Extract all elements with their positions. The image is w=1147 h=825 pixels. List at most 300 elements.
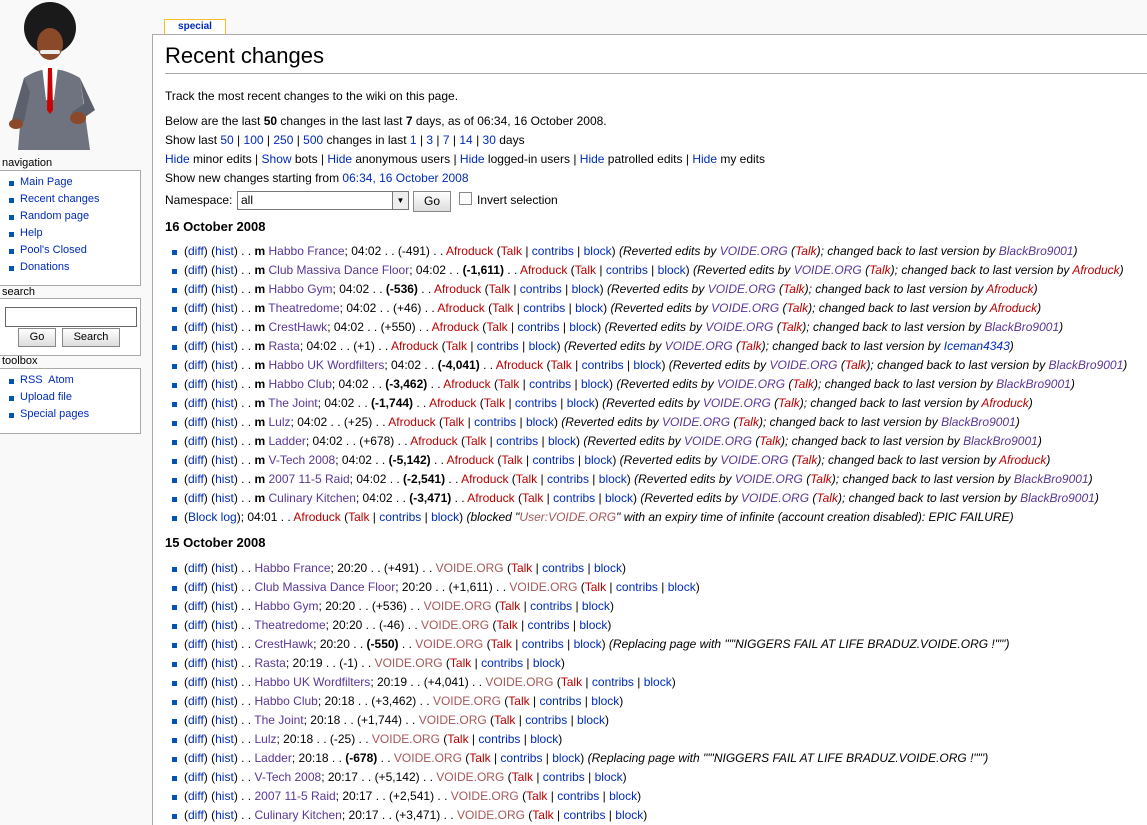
block-link[interactable]: block [643, 675, 672, 689]
page-link[interactable]: Club Massiva Dance Floor [268, 263, 410, 277]
talk-link[interactable]: Talk [510, 561, 533, 575]
talk-link[interactable]: Talk [584, 580, 607, 594]
user-link[interactable]: VOIDE.ORG [415, 637, 484, 651]
summary-text: ) [1015, 415, 1020, 429]
days-link[interactable]: 30 [482, 133, 496, 147]
block-link[interactable]: block [633, 358, 662, 372]
talk-link[interactable]: Talk [522, 491, 544, 505]
user-link[interactable]: VOIDE.ORG [509, 580, 578, 594]
hist-link[interactable]: hist [215, 415, 234, 429]
block-link[interactable]: block [530, 732, 559, 746]
page-link[interactable]: Habbo Club [268, 377, 332, 391]
hist-link[interactable]: hist [215, 618, 234, 632]
restored-user-link[interactable]: Afroduck [1072, 263, 1120, 277]
search-button[interactable]: Search [62, 328, 120, 347]
user-link[interactable]: VOIDE.ORG [421, 618, 490, 632]
user-link[interactable]: Afroduck [446, 453, 494, 467]
hist-link[interactable]: hist [215, 656, 234, 670]
block-link[interactable]: block [575, 301, 604, 315]
block-link[interactable]: block [615, 808, 644, 822]
talk-link[interactable]: Talk [348, 510, 370, 524]
block-link[interactable]: block [657, 263, 686, 277]
restored-user-link[interactable]: BlackBro9001 [941, 415, 1016, 429]
block-link[interactable]: block [593, 561, 622, 575]
hist-link[interactable]: hist [215, 732, 234, 746]
reverted-user-link[interactable]: VOIDE.ORG [707, 282, 776, 296]
contribs-link[interactable]: contribs [542, 770, 585, 784]
toggle-link[interactable]: Show [261, 152, 292, 166]
user-link[interactable]: VOIDE.ORG [393, 751, 462, 765]
hist-link[interactable]: hist [215, 580, 234, 594]
toggle-link[interactable]: Hide [459, 152, 485, 166]
page-link[interactable]: Ladder [254, 751, 292, 765]
toggle-link[interactable]: Hide [165, 152, 190, 166]
user-link[interactable]: VOIDE.ORG [374, 656, 443, 670]
restored-user-link[interactable]: BlackBro9001 [1020, 491, 1095, 505]
talk-link[interactable]: Talk [442, 415, 465, 429]
block-link[interactable]: block [604, 491, 633, 505]
block-link[interactable]: block [584, 453, 613, 467]
summary-text: (Reverted edits by [602, 396, 703, 410]
talk-link[interactable]: Talk [511, 770, 533, 784]
page-link[interactable]: Habbo Gym [254, 599, 319, 613]
contribs-link[interactable]: contribs [553, 491, 596, 505]
sidebar-link[interactable]: Random page [20, 210, 90, 222]
user-link[interactable]: Afroduck [390, 339, 439, 353]
user-link[interactable]: VOIDE.ORG [485, 675, 554, 689]
contribs-link[interactable]: contribs [605, 263, 648, 277]
talk-link[interactable]: Talk [740, 339, 762, 353]
hist-link[interactable]: hist [215, 453, 234, 467]
restored-user-link[interactable]: Afroduck [981, 396, 1029, 410]
atom-link[interactable]: Atom [48, 374, 74, 386]
block-link[interactable]: block [431, 510, 460, 524]
page-link[interactable]: Lulz [254, 732, 277, 746]
limit-link[interactable]: 100 [243, 133, 264, 147]
sidebar-link[interactable]: Recent changes [20, 193, 100, 205]
user-link[interactable]: Afroduck [433, 282, 482, 296]
talk-link[interactable]: Talk [737, 415, 759, 429]
contribs-link[interactable]: contribs [519, 282, 562, 296]
talk-link[interactable]: Talk [515, 472, 538, 486]
intro-text: Track the most recent changes to the wiki on this page. [165, 89, 459, 103]
contribs-link[interactable]: contribs [379, 510, 422, 524]
restored-user-link[interactable]: Afroduck [986, 282, 1034, 296]
hist-link[interactable]: hist [215, 751, 234, 765]
size-diff: (-4,041) [437, 358, 480, 372]
restored-user-link[interactable]: BlackBro9001 [1048, 358, 1124, 372]
page-link[interactable]: CrestHawk [268, 320, 328, 334]
block-link[interactable]: block [667, 580, 696, 594]
contribs-link[interactable]: contribs [521, 637, 564, 651]
page-link[interactable]: Habbo France [268, 244, 345, 258]
contribs-link[interactable]: contribs [581, 358, 624, 372]
talk-link[interactable]: Talk [795, 453, 818, 467]
reverted-user-link[interactable]: VOIDE.ORG [711, 301, 780, 315]
edit-summary: (Reverted edits by VOIDE.ORG (Talk); changed back to last version by BlackBro9001) [616, 377, 1075, 391]
limit-link[interactable]: 50 [220, 133, 234, 147]
block-link[interactable]: block [598, 472, 627, 486]
contribs-link[interactable]: contribs [529, 377, 572, 391]
reverted-user-link[interactable]: VOIDE.ORG [662, 415, 731, 429]
block-link[interactable]: block [594, 770, 623, 784]
hist-link[interactable]: hist [215, 320, 234, 334]
contribs-link[interactable]: contribs [591, 675, 634, 689]
restored-user-link[interactable]: BlackBro9001 [996, 377, 1071, 391]
contribs-link[interactable]: contribs [514, 396, 557, 410]
diff-link[interactable]: diff [188, 789, 204, 803]
diff-link[interactable]: diff [188, 491, 204, 505]
talk-link[interactable]: Talk [532, 808, 554, 822]
change-time: 04:02 [312, 434, 343, 448]
user-link[interactable]: Afroduck [445, 244, 494, 258]
tab-special[interactable]: special [164, 19, 226, 34]
talk-link[interactable]: Talk [486, 320, 508, 334]
sidebar-link[interactable]: Main Page [20, 176, 73, 188]
block-link[interactable]: block [547, 434, 576, 448]
hist-link[interactable]: hist [215, 434, 234, 448]
invert-selection-checkbox[interactable] [459, 192, 472, 205]
contribs-link[interactable]: contribs [530, 599, 573, 613]
hist-link[interactable]: hist [215, 301, 234, 315]
toggle-link[interactable]: Hide [327, 152, 353, 166]
user-link[interactable]: Afroduck [410, 434, 458, 448]
talk-link[interactable]: Talk [844, 358, 867, 372]
hist-link[interactable]: hist [215, 713, 234, 727]
block-link[interactable]: block [566, 396, 595, 410]
restored-user-link[interactable]: Afroduck [989, 301, 1038, 315]
user-link[interactable]: Afroduck [495, 358, 544, 372]
rss-link[interactable]: RSS [20, 374, 43, 386]
block-link[interactable]: block [581, 599, 610, 613]
talk-link[interactable]: Talk [483, 396, 506, 410]
change-row: (diff) (hist) . . m Ladder; 04:02 . . (+678) . . Afroduck (Talk | contribs | block) (Reverted edits by VOIDE.ORG (Talk); changed back to last version by BlackBro9001) [171, 432, 1127, 451]
contribs-link[interactable]: contribs [481, 656, 524, 670]
user-link[interactable]: Afroduck [429, 396, 477, 410]
hist-link[interactable]: hist [215, 472, 234, 486]
reverted-user-link[interactable]: VOIDE.ORG [705, 320, 774, 334]
diff-link[interactable]: diff [188, 339, 204, 353]
sidebar-link[interactable]: Pool's Closed [20, 244, 87, 256]
page-link[interactable]: V-Tech 2008 [268, 453, 336, 467]
talk-link[interactable]: Talk [810, 472, 832, 486]
reverted-user-link[interactable]: VOIDE.ORG [793, 263, 862, 277]
change-time: 04:02 [346, 301, 377, 315]
page-link[interactable]: 2007 11-5 Raid [254, 789, 336, 803]
diff-link[interactable]: diff [188, 637, 204, 651]
diff-link[interactable]: diff [188, 599, 204, 613]
diff-link[interactable]: diff [188, 263, 204, 277]
talk-link[interactable]: Talk [550, 358, 572, 372]
talk-link[interactable]: Talk [795, 244, 817, 258]
user-link[interactable]: Afroduck [431, 320, 479, 334]
namespace-label: Namespace: [165, 193, 233, 207]
hist-link[interactable]: hist [215, 396, 234, 410]
days-link[interactable]: 1 [409, 133, 417, 147]
user-link[interactable]: VOIDE.ORG [432, 694, 501, 708]
talk-link[interactable]: Talk [778, 396, 800, 410]
diff-link[interactable]: diff [188, 618, 204, 632]
user-link[interactable]: VOIDE.ORG [435, 561, 504, 575]
diff-link[interactable]: diff [188, 732, 204, 746]
user-link[interactable]: Afroduck [388, 415, 436, 429]
page-link[interactable]: CrestHawk [254, 637, 314, 651]
talk-link[interactable]: Talk [498, 377, 520, 391]
page-link[interactable]: The Joint [254, 713, 304, 727]
talk-link[interactable]: Talk [445, 339, 467, 353]
block-link[interactable]: block [528, 339, 557, 353]
restored-user-link[interactable]: BlackBro9001 [984, 320, 1060, 334]
block-log-link[interactable]: Block log [188, 510, 237, 524]
contribs-link[interactable]: contribs [525, 713, 568, 727]
diff-link[interactable]: diff [188, 415, 204, 429]
restored-user-link[interactable]: Afroduck [998, 453, 1047, 467]
user-link[interactable]: VOIDE.ORG [436, 770, 505, 784]
talk-link[interactable]: Talk [494, 713, 516, 727]
reverted-user-link[interactable]: VOIDE.ORG [717, 377, 786, 391]
contribs-link[interactable]: contribs [532, 453, 575, 467]
contribs-link[interactable]: contribs [478, 732, 521, 746]
contribs-link[interactable]: contribs [517, 320, 560, 334]
talk-link[interactable]: Talk [496, 618, 518, 632]
diff-link[interactable]: diff [188, 675, 204, 689]
minor-edit-flag: m [254, 377, 266, 391]
restored-user-link[interactable]: BlackBro9001 [1013, 472, 1089, 486]
size-diff: (-3,471) [409, 491, 452, 505]
user-link[interactable]: VOIDE.ORG [456, 808, 525, 822]
page-link[interactable]: Ladder [268, 434, 306, 448]
talk-link[interactable]: Talk [816, 491, 838, 505]
user-link[interactable]: VOIDE.ORG [371, 732, 440, 746]
hist-link[interactable]: hist [215, 244, 234, 258]
page-link[interactable]: Habbo Gym [268, 282, 333, 296]
page-link[interactable]: The Joint [268, 396, 318, 410]
diff-link[interactable]: diff [188, 434, 204, 448]
contribs-link[interactable]: contribs [546, 472, 589, 486]
talk-link[interactable]: Talk [465, 434, 487, 448]
minor-edit-flag: m [254, 434, 266, 448]
diff-link[interactable]: diff [188, 396, 204, 410]
talk-link[interactable]: Talk [783, 282, 805, 296]
reverted-user-link[interactable]: VOIDE.ORG [720, 453, 789, 467]
block-link[interactable]: block [525, 415, 554, 429]
talk-link[interactable]: Talk [792, 377, 814, 391]
diff-link[interactable]: diff [188, 656, 204, 670]
user-link[interactable]: VOIDE.ORG [423, 599, 492, 613]
talk-link[interactable]: Talk [508, 694, 530, 708]
page-link[interactable]: Theatredome [268, 301, 340, 315]
talk-link[interactable]: Talk [469, 751, 491, 765]
page-link[interactable]: Habbo France [254, 561, 331, 575]
diff-link[interactable]: diff [188, 358, 204, 372]
namespace-go-button[interactable]: Go [413, 191, 451, 212]
diff-link[interactable]: diff [188, 694, 204, 708]
talk-link[interactable]: Talk [449, 656, 472, 670]
contribs-link[interactable]: contribs [500, 751, 543, 765]
user-link[interactable]: Afroduck [293, 510, 341, 524]
diff-link[interactable]: diff [188, 808, 204, 822]
hist-link[interactable]: hist [215, 263, 234, 277]
user-link[interactable]: VOIDE.ORG [418, 713, 487, 727]
limit-link[interactable]: 250 [273, 133, 294, 147]
block-link[interactable]: block [552, 751, 581, 765]
page-link[interactable]: 2007 11-5 Raid [268, 472, 350, 486]
contribs-link[interactable]: contribs [557, 789, 600, 803]
block-link[interactable]: block [591, 694, 620, 708]
hist-link[interactable]: hist [215, 377, 234, 391]
page-link[interactable]: Rasta [268, 339, 300, 353]
page-link[interactable]: V-Tech 2008 [254, 770, 322, 784]
user-link[interactable]: Afroduck [467, 491, 515, 505]
search-go-button[interactable]: Go [18, 328, 56, 347]
diff-link[interactable]: diff [188, 282, 204, 296]
user-link[interactable]: Afroduck [443, 377, 491, 391]
change-row: (diff) (hist) . . m 2007 11-5 Raid; 04:02 . . (-2,541) . . Afroduck (Talk | contribs | block) (Reverted edits by VOIDE.ORG (Talk); changed back to last version by BlackBro9001) [171, 470, 1127, 489]
reverted-user-link[interactable]: VOIDE.ORG [769, 358, 838, 372]
block-link[interactable]: block [580, 377, 609, 391]
restored-user-link[interactable]: Iceman4343 [943, 339, 1010, 353]
hist-link[interactable]: hist [215, 694, 234, 708]
talk-link[interactable]: Talk [492, 301, 514, 315]
page-link[interactable]: Habbo UK Wordfilters [268, 358, 385, 372]
limit-link[interactable]: 500 [303, 133, 324, 147]
contribs-link[interactable]: contribs [523, 301, 566, 315]
contribs-link[interactable]: contribs [531, 244, 574, 258]
diff-link[interactable]: diff [188, 301, 204, 315]
user-link[interactable]: Afroduck [437, 301, 485, 315]
talk-link[interactable]: Talk [560, 675, 583, 689]
talk-link[interactable]: Talk [490, 637, 512, 651]
user-link[interactable]: Afroduck [519, 263, 568, 277]
contribs-link[interactable]: contribs [615, 580, 658, 594]
hist-link[interactable]: hist [215, 282, 234, 296]
contribs-link[interactable]: contribs [542, 561, 585, 575]
block-link[interactable]: block [609, 789, 638, 803]
hist-link[interactable]: hist [215, 358, 234, 372]
new-changes-link[interactable]: 06:34, 16 October 2008 [342, 171, 469, 185]
hist-link[interactable]: hist [215, 491, 234, 505]
contribs-link[interactable]: contribs [527, 618, 570, 632]
diff-link[interactable]: diff [188, 377, 204, 391]
days-link[interactable]: 3 [426, 133, 434, 147]
block-link[interactable]: block [569, 320, 598, 334]
contribs-link[interactable]: contribs [476, 339, 519, 353]
block-link[interactable]: block [571, 282, 600, 296]
page-link[interactable]: Theatredome [254, 618, 326, 632]
sidebar-link[interactable]: Help [20, 227, 43, 239]
page-link[interactable]: Culinary Kitchen [254, 808, 342, 822]
talk-link[interactable]: Talk [780, 320, 803, 334]
talk-link[interactable]: Talk [869, 263, 891, 277]
hist-link[interactable]: hist [215, 599, 234, 613]
namespace-select[interactable]: all ▼ [237, 191, 409, 210]
talk-link[interactable]: Talk [574, 263, 597, 277]
diff-link[interactable]: diff [188, 751, 204, 765]
upload-file-link[interactable]: Upload file [20, 391, 72, 403]
diff-link[interactable]: diff [188, 561, 204, 575]
block-link[interactable]: block [532, 656, 561, 670]
edit-summary: (Reverted edits by VOIDE.ORG (Talk); changed back to last version by Afroduck) [606, 282, 1038, 296]
reverted-user-link[interactable]: VOIDE.ORG [741, 491, 810, 505]
summary-text: ); changed back to last version by [813, 377, 997, 391]
toggle-link[interactable]: Hide [579, 152, 605, 166]
contribs-link[interactable]: contribs [496, 434, 539, 448]
reverted-user-link[interactable]: VOIDE.ORG [734, 472, 803, 486]
diff-link[interactable]: diff [188, 580, 204, 594]
user-link[interactable]: VOIDE.ORG [450, 789, 519, 803]
page-link[interactable]: Habbo Club [254, 694, 318, 708]
user-link[interactable]: Afroduck [461, 472, 509, 486]
reverted-user-link[interactable]: VOIDE.ORG [664, 339, 733, 353]
diff-link[interactable]: diff [188, 244, 204, 258]
size-diff: (-3,462) [385, 377, 428, 391]
talk-link[interactable]: Talk [488, 282, 510, 296]
block-link[interactable]: block [573, 637, 602, 651]
page-link[interactable]: Culinary Kitchen [268, 491, 356, 505]
site-logo[interactable] [0, 0, 150, 152]
talk-link[interactable]: Talk [786, 301, 809, 315]
hist-link[interactable]: hist [215, 770, 234, 784]
contribs-link[interactable]: contribs [474, 415, 517, 429]
hist-link[interactable]: hist [215, 637, 234, 651]
page-link[interactable]: Rasta [254, 656, 286, 670]
change-row: (diff) (hist) . . Habbo France; 20:20 . . (+491) . . VOIDE.ORG (Talk | contribs | block) [171, 559, 1010, 578]
sidebar-link[interactable]: Donations [20, 261, 70, 273]
talk-link[interactable]: Talk [498, 599, 521, 613]
block-link[interactable]: block [579, 618, 608, 632]
contribs-link[interactable]: contribs [539, 694, 582, 708]
blocked-user-link[interactable]: User:VOIDE.ORG [519, 510, 617, 524]
talk-link[interactable]: Talk [526, 789, 548, 803]
hist-link[interactable]: hist [215, 789, 234, 803]
hist-link[interactable]: hist [215, 808, 234, 822]
search-input[interactable] [5, 307, 137, 327]
summary-text: ) [1046, 453, 1051, 467]
diff-link[interactable]: diff [188, 320, 204, 334]
talk-link[interactable]: Talk [447, 732, 469, 746]
special-pages-link[interactable]: Special pages [20, 408, 90, 420]
page-link[interactable]: Club Massiva Dance Floor [254, 580, 396, 594]
reverted-user-link[interactable]: VOIDE.ORG [684, 434, 753, 448]
restored-user-link[interactable]: BlackBro9001 [963, 434, 1038, 448]
summary-text: ); changed back to last version by [890, 263, 1073, 277]
days-link[interactable]: 14 [459, 133, 473, 147]
block-link[interactable]: block [583, 244, 612, 258]
reverted-user-link[interactable]: VOIDE.ORG [719, 244, 788, 258]
diff-link[interactable]: diff [188, 770, 204, 784]
edit-summary: (Reverted edits by VOIDE.ORG (Talk); changed back to last version by Afroduck) [602, 396, 1033, 410]
page-link[interactable]: Lulz [268, 415, 291, 429]
talk-link[interactable]: Talk [501, 453, 523, 467]
restored-user-link[interactable]: BlackBro9001 [998, 244, 1074, 258]
toggle-link[interactable]: Hide [692, 152, 717, 166]
page-link[interactable]: Habbo UK Wordfilters [254, 675, 371, 689]
toggle-text: logged-in users [484, 152, 570, 166]
block-link[interactable]: block [577, 713, 606, 727]
hist-link[interactable]: hist [215, 339, 234, 353]
talk-link[interactable]: Talk [759, 434, 781, 448]
diff-link[interactable]: diff [188, 713, 204, 727]
hist-link[interactable]: hist [215, 561, 234, 575]
hist-link[interactable]: hist [215, 675, 234, 689]
diff-link[interactable]: diff [188, 453, 204, 467]
reverted-user-link[interactable]: VOIDE.ORG [702, 396, 771, 410]
days-link[interactable]: 7 [442, 133, 450, 147]
diff-link[interactable]: diff [188, 472, 204, 486]
contribs-link[interactable]: contribs [563, 808, 606, 822]
summary-text: (Reverted edits by [563, 339, 665, 353]
talk-link[interactable]: Talk [500, 244, 522, 258]
